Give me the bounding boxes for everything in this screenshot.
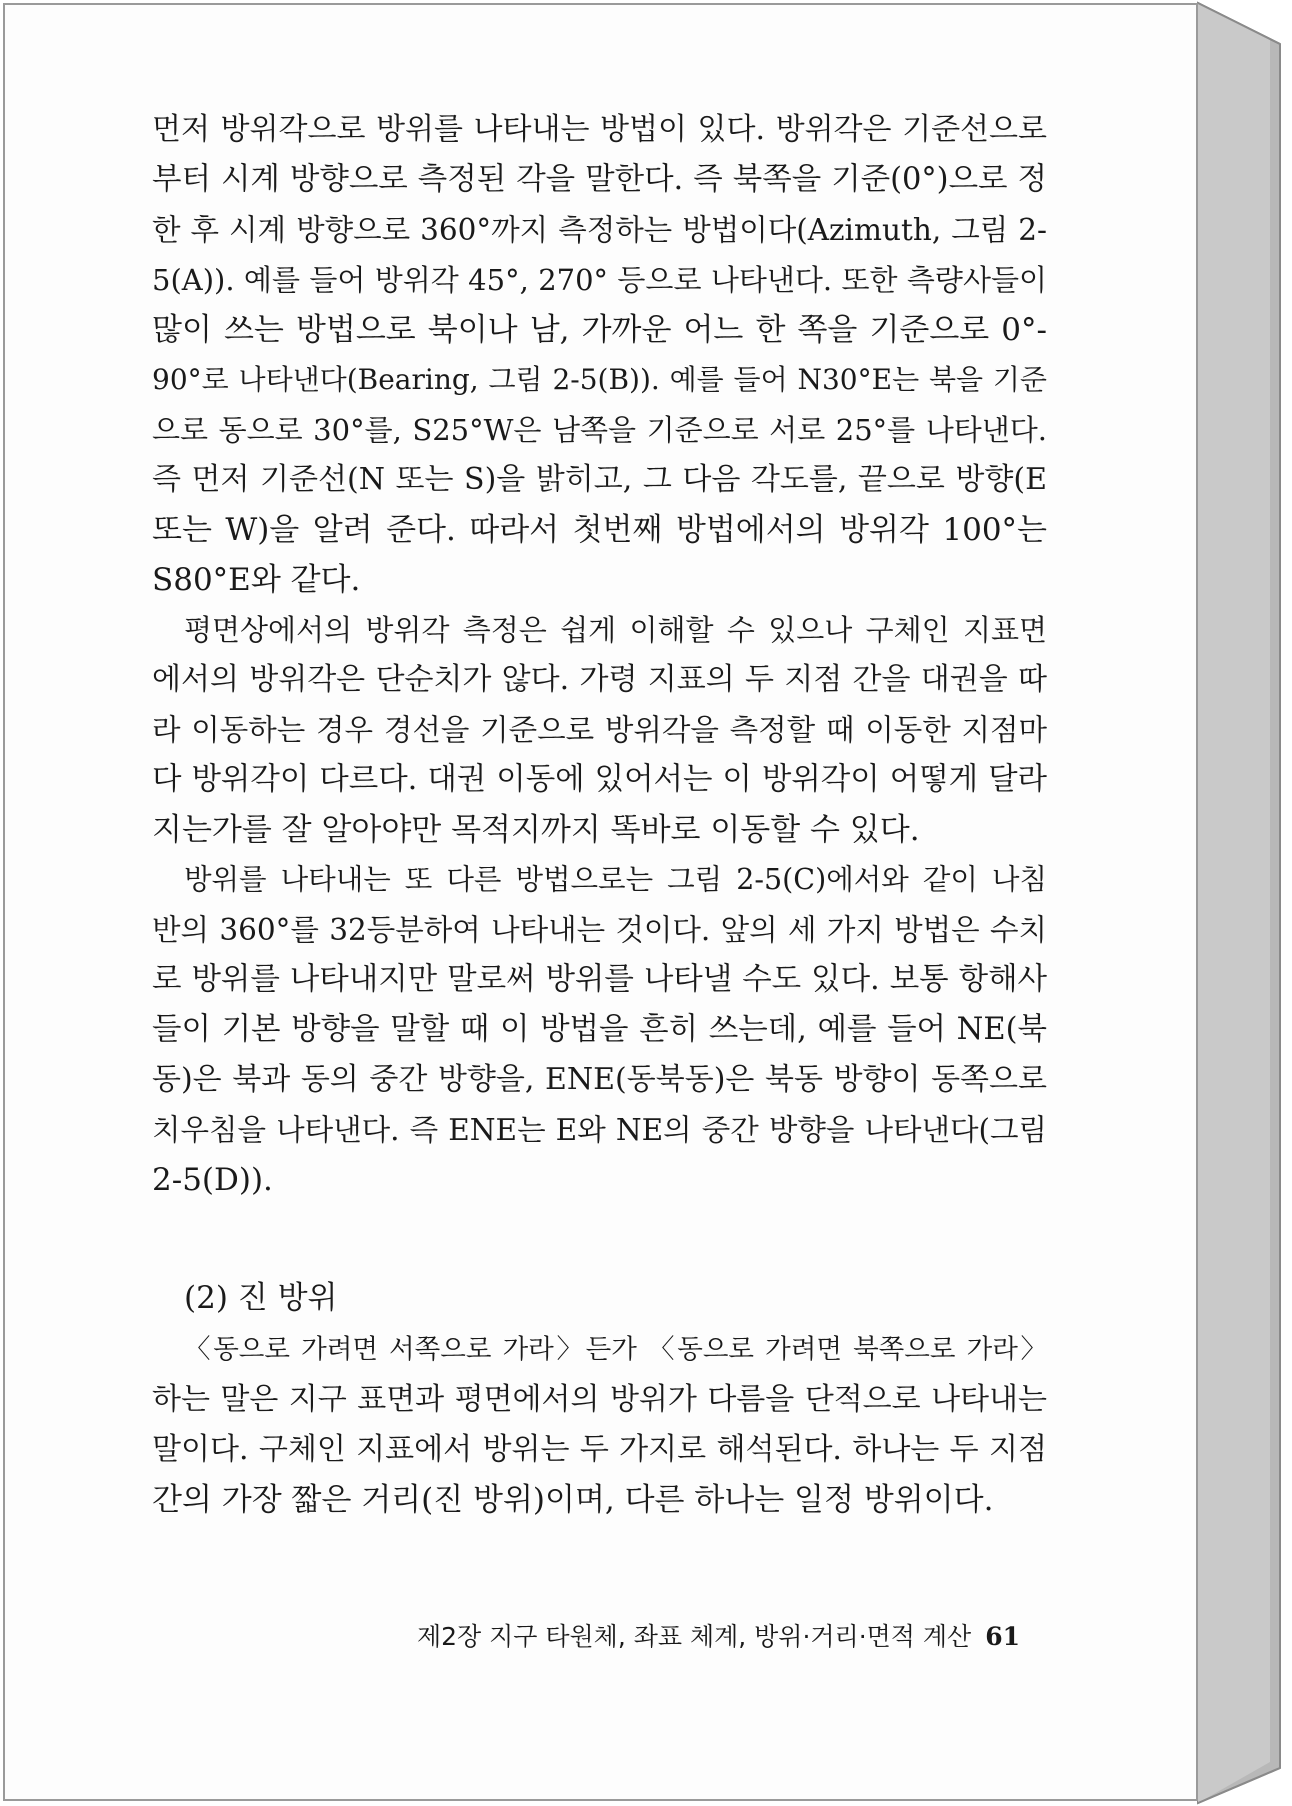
page-number: 61	[985, 1622, 1020, 1651]
text-line: 하는 말은 지구 표면과 평면에서의 방위가 다름을 단적으로 나타내는	[152, 1382, 1047, 1417]
section-heading: (2) 진 방위	[184, 1280, 338, 1316]
text-line: 방위를 나타내는 또 다른 방법으로는 그림 2-5(C)에서와 같이 나침	[184, 863, 1047, 896]
text-line: 말이다. 구체인 지표에서 방위는 두 가지로 해석된다. 하나는 두 지점	[152, 1432, 1047, 1467]
text-line: 에서의 방위각은 단순치가 않다. 가령 지표의 두 지점 간을 대권을 따	[152, 662, 1047, 697]
running-footer	[400, 1617, 1020, 1653]
text-line: 라 이동하는 경우 경선을 기준으로 방위각을 측정할 때 이동한 지점마	[152, 713, 1047, 747]
text-line: 동)은 북과 동의 중간 방향을, ENE(동북동)은 북동 방향이 동쪽으로	[152, 1062, 1047, 1097]
section-gap	[152, 1205, 1047, 1271]
text-line: 또는 W)을 알려 준다. 따라서 첫번째 방법에서의 방위각 100°는	[152, 512, 1047, 548]
text-line: 로 방위를 나타내지만 말로써 방위를 나타낼 수도 있다. 보통 항해사	[152, 962, 1047, 997]
book-page	[3, 3, 1198, 1801]
text-line: 간의 가장 짧은 거리(진 방위)이며, 다른 하나는 일정 방위이다.	[152, 1482, 994, 1518]
text-line: 반의 360°를 32등분하여 나타내는 것이다. 앞의 세 가지 방법은 수치	[152, 913, 1047, 947]
body-text	[152, 105, 1047, 1525]
text-line: 부터 시계 방향으로 측정된 각을 말한다. 즉 북쪽을 기준(0°)으로 정	[152, 162, 1047, 197]
text-line: 많이 쓰는 방법으로 북이나 남, 가까운 어느 한 쪽을 기준으로 0°-	[152, 312, 1047, 348]
text-line: 들이 기본 방향을 말할 때 이 방법을 흔히 쓰는데, 예를 들어 NE(북	[152, 1012, 1047, 1047]
text-line: 한 후 시계 방향으로 360°까지 측정하는 방법이다(Azimuth, 그림 2-	[152, 213, 1047, 247]
text-line: 먼저 방위각으로 방위를 나타내는 방법이 있다. 방위각은 기준선으로	[152, 112, 1047, 147]
text-line: 으로 동으로 30°를, S25°W은 남쪽을 기준으로 서로 25°를 나타낸다.	[152, 413, 1047, 447]
text-line: 90°로 나타낸다(Bearing, 그림 2-5(B)). 예를 들어 N30°E는 북을 기준	[152, 363, 1047, 396]
text-line: S80°E와 같다.	[152, 562, 361, 598]
text-line: 지는가를 잘 알아야만 목적지까지 똑바로 이동할 수 있다.	[152, 812, 920, 848]
text-line: 평면상에서의 방위각 측정은 쉽게 이해할 수 있으나 구체인 지표면	[184, 613, 1047, 647]
chapter-title: 제2장 지구 타원체, 좌표 체계, 방위·거리·면적 계산	[416, 1622, 972, 1651]
text-line: 2-5(D)).	[152, 1162, 273, 1198]
text-line: 다 방위각이 다르다. 대권 이동에 있어서는 이 방위각이 어떻게 달라	[152, 762, 1047, 797]
text-line: 5(A)). 예를 들어 방위각 45°, 270° 등으로 나타낸다. 또한 측량사들이	[152, 263, 1047, 297]
text-line: 즉 먼저 기준선(N 또는 S)을 밝히고, 그 다음 각도를, 끝으로 방향(E	[152, 462, 1047, 497]
text-line: 〈동으로 가려면 서쪽으로 가라〉든가 〈동으로 가려면 북쪽으로 가라〉	[184, 1334, 1047, 1365]
text-line: 치우침을 나타낸다. 즉 ENE는 E와 NE의 중간 방향을 나타낸다(그림	[152, 1113, 1047, 1147]
